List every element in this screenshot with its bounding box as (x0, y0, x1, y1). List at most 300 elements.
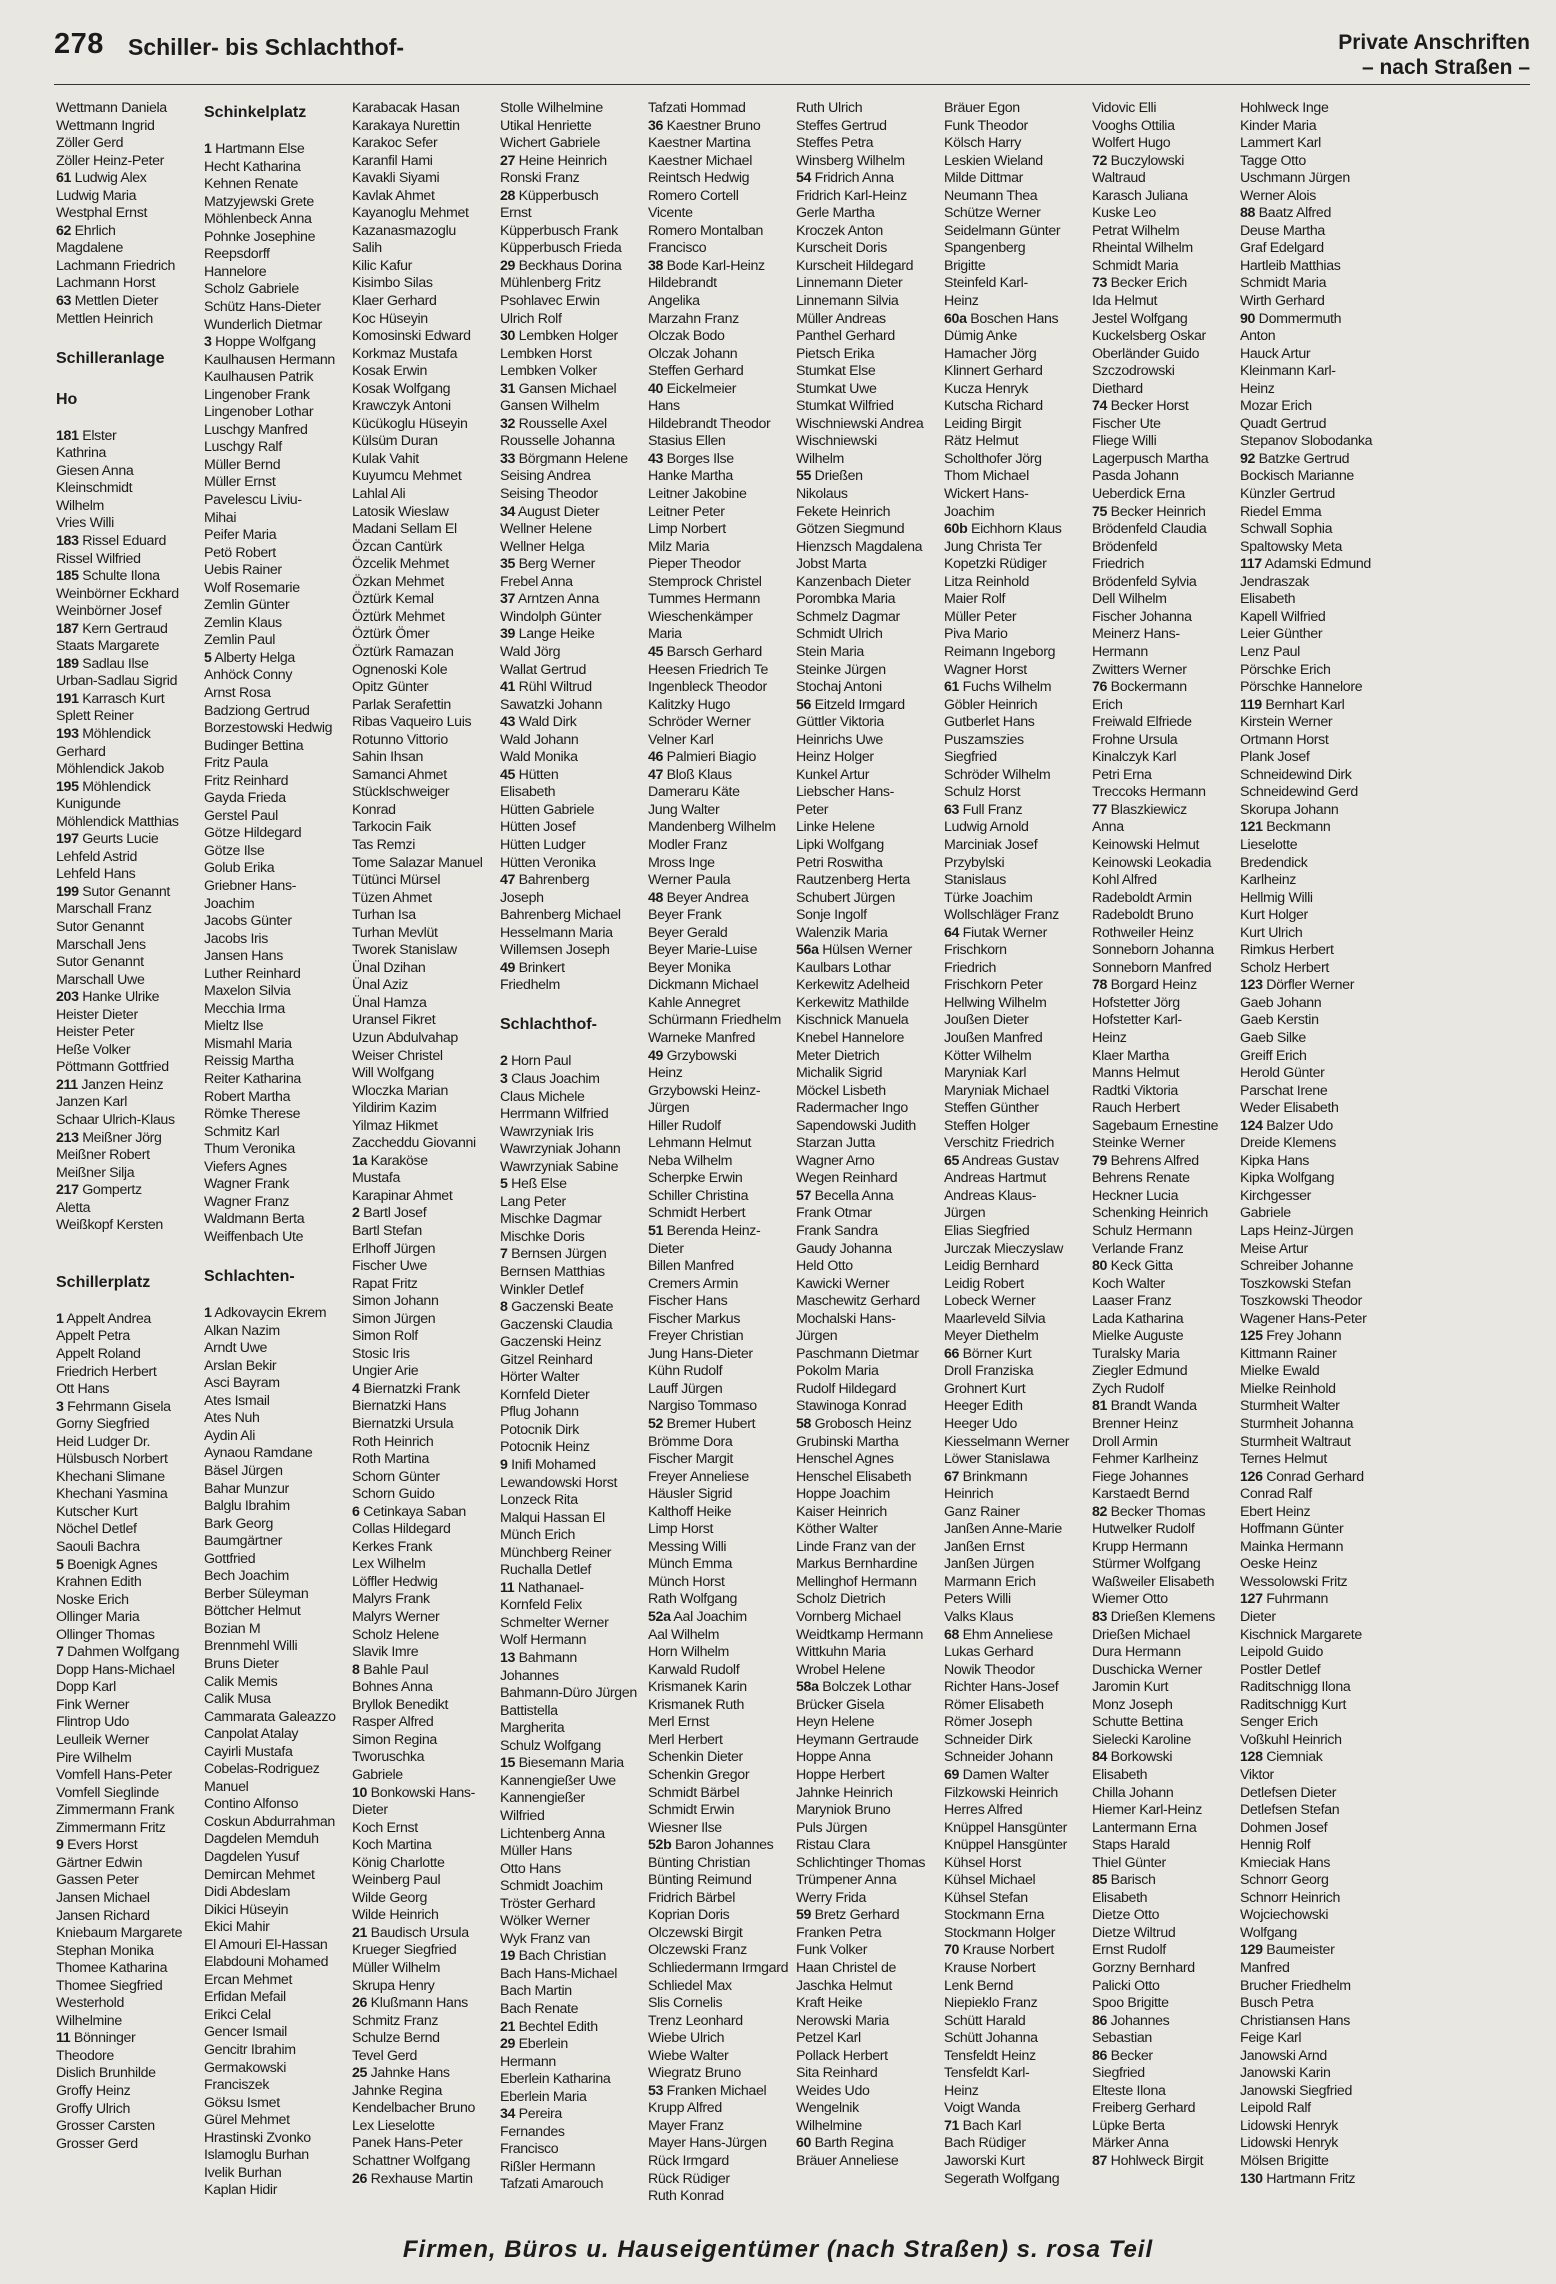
directory-entry (648, 381, 796, 399)
directory-entry: Ernst (500, 205, 532, 222)
directory-entry: Olczewski Franz (648, 1942, 747, 1959)
directory-entry: Mellinghof Hermann (796, 1573, 917, 1590)
directory-entry: Wunderlich Dietmar (204, 316, 323, 333)
directory-column (204, 100, 352, 2226)
directory-entry: Matzyjewski Grete (204, 193, 314, 210)
resident-name: Bode Karl-Heinz (663, 257, 765, 274)
resident-name: Franken Michael (663, 2082, 767, 2099)
directory-entry (944, 311, 1092, 329)
directory-entry: Sagebaum Ernestine (1092, 1117, 1219, 1134)
directory-entry: Groffy Ulrich (56, 2100, 131, 2117)
directory-entry: Kipka Wolfgang (1240, 1170, 1335, 1187)
directory-entry: Müller Peter (944, 608, 1017, 625)
directory-entry (56, 2030, 204, 2048)
directory-entry (56, 533, 204, 551)
house-number: 69 (944, 1766, 960, 1783)
directory-entry: Behrens Renate (1092, 1170, 1190, 1187)
directory-entry: Beyer Monika (648, 959, 731, 976)
directory-entry: Mismahl Maria (204, 1035, 292, 1052)
directory-entry: Giesen Anna (56, 462, 134, 479)
directory-entry: Linde Franz van der (796, 1538, 916, 1555)
directory-entry: Asci Bayram (204, 1375, 280, 1392)
resident-name: Rühl Wiltrud (515, 679, 592, 696)
house-number: 72 (1092, 152, 1108, 169)
resident-name: Börgmann Helene (515, 450, 628, 467)
directory-entry: Römer Joseph (944, 1714, 1033, 1731)
directory-entry: Olczewski Birgit (648, 1924, 743, 1941)
directory-entry: Szczodrowski (1092, 363, 1175, 380)
resident-name: Heß Else (507, 1176, 567, 1193)
directory-entry: Jansen Michael (56, 1889, 150, 1906)
resident-name: Eitzeld Irmgard (811, 696, 905, 713)
directory-entry: Freiberg Gerhard (1092, 2100, 1196, 2117)
resident-name: Bonkowski Hans- (367, 1784, 476, 1801)
directory-entry: Kisimbo Silas (352, 275, 433, 292)
directory-entry: Jacobs Iris (204, 930, 268, 947)
house-number: 60a (944, 310, 967, 327)
directory-entry: Jestel Wolfgang (1092, 310, 1188, 327)
directory-entry: Maxelon Silvia (204, 983, 291, 1000)
directory-entry: Fischer Ute (1092, 415, 1161, 432)
resident-name: Andreas Gustav (959, 1152, 1059, 1169)
resident-name: Cetinkaya Saban (359, 1503, 466, 1520)
directory-entry: Winkler Detlef (500, 1281, 584, 1298)
directory-entry: Borzestowski Hedwig (204, 720, 333, 737)
resident-name: Hartmann Else (211, 141, 305, 158)
directory-entry: Balglu Ibrahim (204, 1498, 290, 1515)
directory-entry: Sonje Ingolf (796, 907, 867, 924)
directory-entry: Rimkus Herbert (1240, 942, 1334, 959)
directory-entry: Herres Alfred (944, 1802, 1023, 1819)
resident-name: Bach Karl (959, 2117, 1022, 2134)
directory-entry (500, 328, 648, 346)
house-number: 45 (500, 766, 516, 783)
directory-entry: Jürgen (648, 1100, 690, 1117)
directory-entry: Hütten Ludger (500, 836, 586, 853)
resident-name: Bechtel Edith (515, 2018, 598, 2035)
directory-entry: Joußen Manfred (944, 1029, 1043, 1046)
house-number: 191 (56, 690, 79, 707)
directory-entry (796, 468, 944, 486)
directory-entry: Ueberdick Erna (1092, 486, 1185, 503)
directory-column (1092, 100, 1240, 2226)
house-number: 63 (56, 293, 72, 310)
directory-entry (500, 381, 648, 399)
directory-entry: Bahar Munzur (204, 1480, 289, 1497)
directory-entry: Milde Dittmar (944, 170, 1024, 187)
directory-entry: Sutor Genannt (56, 919, 144, 936)
house-number: 86 (1092, 2047, 1108, 2064)
directory-entry: Grohnert Kurt (944, 1380, 1026, 1397)
directory-entry: Waldmann Berta (204, 1211, 305, 1228)
directory-entry (352, 2065, 500, 2083)
house-number: 123 (1240, 977, 1263, 994)
directory-entry: Reiter Katharina (204, 1071, 301, 1088)
directory-entry: Gärtner Edwin (56, 1854, 143, 1871)
directory-entry: Ünal Hamza (352, 994, 427, 1011)
house-number: 2 (500, 1053, 508, 1070)
directory-entry: Verschitz Friedrich (944, 1135, 1055, 1152)
directory-entry: Andreas Klaus- (944, 1187, 1037, 1204)
resident-name: Fiutak Werner (959, 924, 1047, 941)
directory-entry: Wichert Gabriele (500, 135, 601, 152)
house-number: 39 (500, 626, 516, 643)
directory-entry: Peters Willi (944, 1591, 1011, 1608)
house-number: 3 (500, 1070, 508, 1087)
directory-entry: Valks Klaus (944, 1609, 1014, 1626)
directory-entry: Weiser Christel (352, 1047, 443, 1064)
directory-entry: Messing Willi (648, 1538, 727, 1555)
directory-entry: Külsüm Duran (352, 433, 438, 450)
directory-entry: Meißner Silja (56, 1164, 135, 1181)
directory-column (352, 100, 500, 2226)
directory-entry: Mochalski Hans- (796, 1310, 896, 1327)
directory-entry (944, 1767, 1092, 1785)
directory-entry: Rothweiler Heinz (1092, 924, 1194, 941)
directory-entry: Kraft Heike (796, 1995, 863, 2012)
directory-entry: Kipka Hans (1240, 1152, 1310, 1169)
house-number: 26 (352, 2170, 368, 2187)
directory-entry: Spoo Brigitte (1092, 1995, 1169, 2012)
directory-entry: Franciszek (204, 2077, 270, 2094)
directory-entry: Seising Theodor (500, 486, 598, 503)
directory-entry: Vidovic Elli (1092, 100, 1157, 116)
directory-entry: Bäsel Jürgen (204, 1462, 283, 1479)
directory-entry: Ernst Rudolf (1092, 1942, 1166, 1959)
directory-entry (500, 1176, 648, 1194)
directory-entry: Turalsky Maria (1092, 1345, 1180, 1362)
directory-entry: Steffen Gerhard (648, 363, 744, 380)
directory-entry: Löffler Hedwig (352, 1573, 438, 1590)
house-number: 73 (1092, 275, 1108, 292)
directory-entry: Fritz Paula (204, 755, 268, 772)
directory-entry: Kleinschmidt (56, 480, 133, 497)
directory-entry: Hofstetter Karl- (1092, 1012, 1182, 1029)
directory-entry: Laps Heinz-Jürgen (1240, 1223, 1354, 1239)
directory-entry: Petö Robert (204, 544, 276, 561)
directory-entry: Skorupa Johann (1240, 801, 1339, 818)
directory-entry: Wagner Horst (944, 661, 1027, 678)
directory-entry (500, 1650, 648, 1668)
directory-entry: Khechani Slimane (56, 1468, 165, 1485)
directory-entry (1240, 556, 1388, 574)
house-number: 126 (1240, 1468, 1263, 1485)
directory-entry: Dreide Klemens (1240, 1135, 1337, 1152)
house-number: 9 (500, 1457, 508, 1474)
directory-entry: Maryniak Michael (944, 1082, 1049, 1099)
directory-entry: Brenner Heinz (1092, 1416, 1179, 1433)
resident-name: Full Franz (959, 801, 1023, 818)
house-number: 119 (1240, 696, 1262, 713)
directory-entry (1092, 504, 1240, 522)
directory-entry (500, 714, 648, 732)
directory-entry (500, 1580, 648, 1598)
directory-entry: Krahnen Edith (56, 1574, 142, 1591)
directory-entry (204, 334, 352, 352)
directory-entry: Rück Irmgard (648, 2152, 729, 2169)
directory-entry: Neba Wilhelm (648, 1152, 733, 1169)
directory-entry: Özkan Mehmet (352, 573, 444, 590)
directory-entry: Maria (648, 626, 682, 643)
directory-entry: Collas Hildegard (352, 1521, 451, 1538)
directory-entry: Schmidt Joachim (500, 1878, 603, 1895)
directory-entry: Kohl Alfred (1092, 872, 1157, 889)
directory-entry: Francisco (648, 240, 707, 257)
directory-entry: Modler Franz (648, 836, 728, 853)
directory-entry: Potocnik Heinz (500, 1439, 590, 1456)
directory-entry: Hütten Josef (500, 819, 576, 836)
house-number: 1a (352, 1152, 368, 1169)
directory-entry: Wawrzyniak Johann (500, 1141, 621, 1158)
directory-entry: Rätz Helmut (944, 433, 1019, 450)
directory-entry: Werner Paula (648, 872, 731, 889)
resident-name: Berenda Heinz- (663, 1223, 761, 1239)
directory-entry: Windolph Günter (500, 608, 602, 625)
directory-entry: Rousselle Johanna (500, 433, 615, 450)
directory-entry (648, 1837, 796, 1855)
directory-entry: Kosak Erwin (352, 363, 427, 380)
directory-entry: Fridrich Bärbel (648, 1889, 735, 1906)
directory-column (1240, 100, 1388, 2226)
directory-entry: Leitner Peter (648, 503, 725, 520)
directory-entry: Sawatzki Johann (500, 696, 603, 713)
directory-entry: Urban-Sadlau Sigrid (56, 673, 178, 690)
directory-entry: Friedrich (944, 959, 997, 976)
directory-entry: Wiebe Walter (648, 2047, 729, 2064)
directory-entry: Wagner Arno (796, 1152, 875, 1169)
house-number: 8 (352, 1661, 360, 1678)
directory-entry: Brigitte (944, 257, 986, 274)
directory-entry (1092, 679, 1240, 697)
house-number: 3 (56, 1398, 64, 1415)
directory-entry: Rapat Fritz (352, 1275, 418, 1292)
house-number: 197 (56, 831, 79, 848)
section-title-line-2: – nach Straßen – (1361, 56, 1530, 79)
directory-entry: Viktor (1240, 1766, 1274, 1783)
directory-entry: Zemlin Günter (204, 597, 290, 614)
directory-entry: Christiansen Hans (1240, 2012, 1350, 2029)
directory-entry: Detlefsen Stefan (1240, 1802, 1340, 1819)
directory-entry: Raditschnigg Kurt (1240, 1696, 1347, 1713)
directory-entry: Hartleib Matthias (1240, 257, 1341, 274)
directory-entry: Kathrina (56, 445, 107, 462)
directory-entry: Malyrs Frank (352, 1591, 430, 1608)
house-number: 60 (796, 2135, 812, 2152)
directory-entry: Zwitters Werner (1092, 661, 1187, 678)
house-number: 5 (56, 1556, 64, 1573)
directory-entry: Kühn Rudolf (648, 1363, 723, 1380)
directory-entry (1240, 451, 1388, 469)
house-number: 46 (648, 749, 664, 766)
directory-entry: Chilla Johann (1092, 1784, 1174, 1801)
directory-entry: Slavik Imre (352, 1644, 419, 1661)
resident-name: Evers Horst (63, 1837, 138, 1854)
directory-entry: Sapendowski Judith (796, 1117, 916, 1134)
directory-entry: Busch Petra (1240, 1995, 1314, 2012)
directory-entry: Özcelik Mehmet (352, 556, 449, 573)
directory-entry: Ternes Helmut (1240, 1451, 1327, 1468)
house-number: 30 (500, 328, 516, 345)
resident-name: Becker (1107, 2047, 1153, 2064)
directory-entry: Müller Ernst (204, 474, 276, 491)
directory-entry: Janowski Karin (1240, 2065, 1331, 2082)
directory-entry: Krismanek Karin (648, 1679, 747, 1696)
directory-entry: Pasda Johann (1092, 468, 1179, 485)
directory-entry (1092, 153, 1240, 171)
directory-entry (500, 1755, 648, 1773)
directory-entry: Mischke Dagmar (500, 1211, 602, 1228)
directory-entry: Karakaya Nurettin (352, 117, 460, 134)
directory-entry: Kaulhausen Patrik (204, 369, 314, 386)
directory-entry: Kunkel Artur (796, 766, 870, 783)
directory-entry: Lingenober Lothar (204, 404, 314, 421)
directory-entry: Schröder Wilhelm (944, 766, 1051, 783)
resident-name: Biernatzki Frank (359, 1380, 461, 1397)
resident-name: Becella Anna (811, 1187, 894, 1204)
directory-entry (56, 293, 204, 311)
resident-name: Bahle Paul (359, 1661, 429, 1678)
directory-entry: Frebel Anna (500, 573, 573, 590)
directory-entry: Senger Erich (1240, 1714, 1318, 1731)
directory-entry: Schmidt Erwin (648, 1802, 735, 1819)
resident-name: Keck Gitta (1107, 1258, 1173, 1275)
directory-entry: Uschmann Jürgen (1240, 170, 1350, 187)
house-number: 11 (56, 2030, 71, 2047)
directory-entry: Sturmheit Walter (1240, 1398, 1340, 1415)
directory-entry: Schreiber Johanne (1240, 1258, 1354, 1275)
resident-name: Johannes (1107, 2012, 1170, 2029)
resident-name: Pereira (515, 2106, 562, 2123)
directory-entry: Voigt Wanda (944, 2100, 1021, 2117)
directory-entry: Dikici Hüseyin (204, 1901, 289, 1918)
directory-entry: Marciniak Josef (944, 836, 1038, 853)
directory-entry: Vornberg Michael (796, 1609, 901, 1626)
directory-entry: Jung Walter (648, 801, 720, 818)
directory-entry: Gansen Wilhelm (500, 398, 600, 415)
directory-entry: Grubinski Martha (796, 1433, 899, 1450)
resident-name: Borkowski (1107, 1749, 1173, 1766)
directory-entry: Erlhoff Jürgen (352, 1240, 436, 1257)
directory-entry: Hildebrandt (648, 275, 717, 292)
directory-entry: Wirth Gerhard (1240, 293, 1325, 310)
directory-entry: Wieschenkämper (648, 608, 753, 625)
directory-entry: Wyk Franz van (500, 1930, 590, 1947)
directory-entry: Hrastinski Zvonko (204, 2129, 311, 2146)
house-number: 76 (1092, 679, 1108, 696)
resident-name: Dahmen Wolfgang (63, 1644, 180, 1661)
directory-entry: Lada Katharina (1092, 1310, 1184, 1327)
house-number: 77 (1092, 801, 1108, 818)
house-number: 55 (796, 468, 812, 485)
resident-name: Palmieri Biagio (663, 749, 757, 766)
directory-entry: Joseph (500, 889, 544, 906)
directory-entry: Tworek Stanislaw (352, 942, 457, 959)
directory-entry: Gencitr Ibrahim (204, 2042, 296, 2059)
resident-name: Sadlau Ilse (78, 655, 149, 672)
directory-entry: Hennig Rolf (1240, 1837, 1311, 1854)
directory-entry: Paschmann Dietmar (796, 1345, 919, 1362)
directory-entry: Trümpener Anna (796, 1872, 897, 1889)
directory-entry: Erikci Celal (204, 2006, 271, 2023)
directory-entry: Stosic Iris (352, 1345, 410, 1362)
directory-entry: Ruth Ulrich (796, 100, 863, 116)
directory-entry: Sebastian (1092, 2030, 1152, 2047)
directory-entry: Wegen Reinhard (796, 1170, 898, 1187)
directory-entry: Margherita (500, 1720, 565, 1737)
house-number: 6 (352, 1503, 360, 1520)
spacer (204, 1247, 352, 1265)
directory-entry: Dameraru Käte (648, 784, 740, 801)
resident-name: Biesemann Maria (515, 1755, 624, 1772)
directory-entry: Schenkin Gregor (648, 1766, 750, 1783)
directory-entry: Schmelz Dagmar (796, 608, 900, 625)
resident-name: Sutor Genannt (78, 883, 170, 900)
directory-entry: Joachim (204, 895, 255, 912)
directory-entry (56, 831, 204, 849)
directory-entry: Tafzati Amarouch (500, 2176, 604, 2193)
directory-entry: Wessolowski Fritz (1240, 1573, 1348, 1590)
resident-name: Wald Dirk (515, 714, 577, 731)
directory-entry: Ates Ismail (204, 1392, 270, 1409)
directory-entry: Ungier Arie (352, 1363, 419, 1380)
directory-entry: Meter Dietrich (796, 1047, 880, 1064)
resident-name: Bach Christian (515, 1948, 607, 1965)
directory-entry: Theodore (56, 2047, 114, 2064)
directory-entry: Brömme Dora (648, 1433, 733, 1450)
directory-entry: Marzahn Franz (648, 310, 739, 327)
house-number: 52b (648, 1837, 672, 1854)
directory-entry: Dell Wilhelm (1092, 591, 1167, 608)
directory-entry: Weinbörner Eckhard (56, 585, 179, 602)
directory-entry: Wojciechowski (1240, 1907, 1329, 1924)
directory-entry: Steinke Jürgen (796, 661, 886, 678)
directory-entry: Brücker Gisela (796, 1696, 885, 1713)
directory-entry: Fink Werner (56, 1696, 130, 1713)
directory-entry: Schenking Heinrich (1092, 1205, 1208, 1222)
directory-entry: Schutte Bettina (1092, 1714, 1183, 1731)
directory-entry: Anhöck Conny (204, 667, 293, 684)
directory-entry: Groffy Heinz (56, 2082, 131, 2099)
directory-entry: Calik Musa (204, 1691, 271, 1708)
directory-entry: Janowski Arnd (1240, 2047, 1327, 2064)
directory-entry (500, 591, 648, 609)
directory-entry: Öztürk Mehmet (352, 608, 445, 625)
directory-entry: Kirchgesser (1240, 1187, 1312, 1204)
directory-entry: Schütt Johanna (944, 2030, 1038, 2047)
directory-entry: Drießen Michael (1092, 1626, 1191, 1643)
directory-entry: Hutwelker Rudolf (1092, 1521, 1195, 1538)
directory-entry: Bernsen Matthias (500, 1264, 605, 1280)
directory-entry: Pöttmann Gottfried (56, 1059, 169, 1076)
directory-entry: Koch Ernst (352, 1819, 418, 1836)
house-number: 86 (1092, 2012, 1108, 2029)
directory-entry: Manns Helmut (1092, 1065, 1180, 1082)
directory-entry: Karanfil Hami (352, 152, 433, 169)
directory-entry: Meißner Robert (56, 1147, 150, 1164)
directory-entry: Fernandes (500, 2123, 565, 2140)
directory-entry: Elabdouni Mohamed (204, 1954, 329, 1971)
house-number: 128 (1240, 1749, 1263, 1766)
directory-entry: Heymann Gertraude (796, 1731, 919, 1748)
directory-entry: Stücklschweiger (352, 784, 450, 801)
directory-entry (944, 1153, 1092, 1171)
house-number: 4 (352, 1380, 360, 1397)
directory-entry: Lenz Paul (1240, 643, 1300, 660)
resident-name: Drießen Klemens (1107, 1609, 1216, 1626)
directory-entry: Weißkopf Kersten (56, 1217, 163, 1234)
directory-entry (1092, 398, 1240, 416)
directory-entry: Schulz Wolfgang (500, 1737, 601, 1754)
